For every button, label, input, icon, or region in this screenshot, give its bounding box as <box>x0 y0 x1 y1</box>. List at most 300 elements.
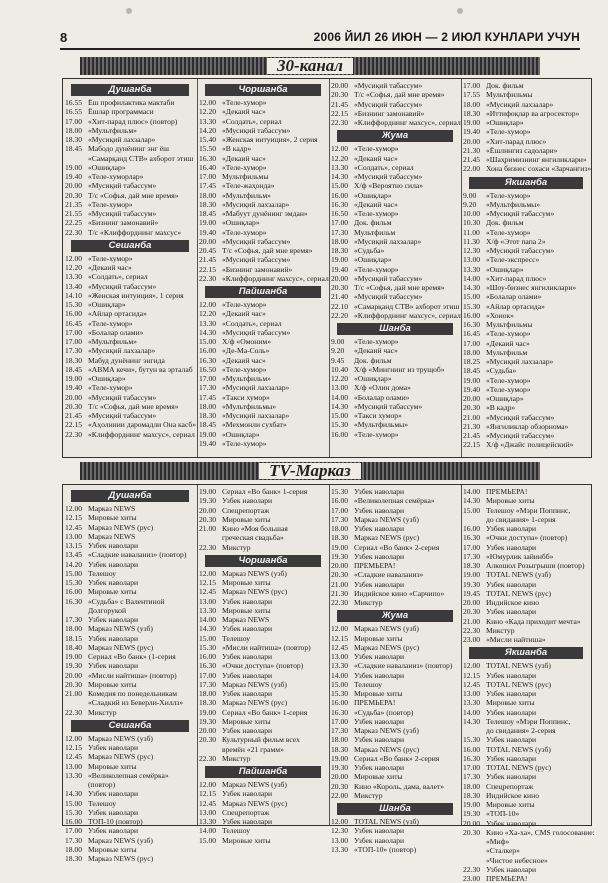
schedule-row <box>331 552 459 561</box>
show-time: 14.30 <box>199 624 217 634</box>
show-title: Марказ NEWS (рус) <box>88 522 154 532</box>
schedule-row <box>331 772 459 781</box>
show-time: 9.20 <box>463 199 477 209</box>
show-title: «Мусиқий табассум» <box>354 81 423 90</box>
markaz-banner <box>80 462 540 480</box>
show-time: 19.30 <box>331 551 349 561</box>
show-title: «Декаий час» <box>354 199 398 209</box>
schedule-row <box>331 265 459 274</box>
show-time: 19.30 <box>463 579 481 589</box>
schedule-row <box>331 302 459 311</box>
schedule-row <box>65 624 195 633</box>
show-time: 14.30 <box>463 283 481 292</box>
show-time: 19.00 <box>331 753 349 763</box>
show-title: Мировые хиты <box>222 716 271 726</box>
show-time: 15.00 <box>331 679 349 689</box>
show-title: «Ошиқлар» <box>222 429 260 439</box>
show-title: Х/ф «Вероятно сила» <box>354 181 424 191</box>
show-title: Узбек наволари <box>354 735 405 745</box>
show-title: Мировые хиты <box>222 835 271 845</box>
show-title: Узбек наволари <box>88 789 139 799</box>
schedule-row <box>331 624 459 633</box>
schedule-row <box>463 782 589 791</box>
schedule-row <box>463 357 589 366</box>
show-title: Марказ NEWS (рус) <box>222 798 288 808</box>
show-title: Мировые хиты <box>222 514 271 524</box>
schedule-row <box>65 181 195 190</box>
schedule-row <box>65 541 195 550</box>
schedule-row <box>65 98 195 107</box>
schedule-row <box>199 836 327 845</box>
show-time: 18.00 <box>463 781 481 791</box>
schedule-row <box>65 209 195 218</box>
show-title: Узбек наволари <box>354 826 405 836</box>
show-title: (повтор) <box>88 780 116 789</box>
show-title: «Шаҳримизнинг янгиликлари» <box>486 155 587 164</box>
schedule-row <box>463 791 589 800</box>
show-title: Узбек наволари <box>486 670 537 680</box>
schedule-row <box>463 137 589 146</box>
schedule-row <box>199 411 327 420</box>
show-title: Марказ NEWS (узб) <box>222 780 287 789</box>
show-title: Док. фильм <box>354 218 392 228</box>
show-time: 17.30 <box>199 383 217 393</box>
schedule-row <box>463 218 589 227</box>
show-time: 16.00 <box>463 744 481 754</box>
schedule-row <box>331 274 459 283</box>
show-title: Культурный фильм всех <box>222 735 300 745</box>
schedule-row <box>199 319 327 328</box>
show-time: 14.00 <box>463 273 481 283</box>
schedule-row <box>65 689 195 698</box>
show-time: 20.30 <box>463 607 481 617</box>
schedule-row <box>199 780 327 789</box>
show-time: 22.30 <box>199 542 217 552</box>
schedule-row <box>331 643 459 652</box>
show-title: Ёш профилактика мактаби <box>88 98 175 107</box>
show-title: Мировые хиты <box>88 844 137 854</box>
show-time: 13.00 <box>65 531 83 541</box>
show-title: «Миф» <box>486 837 510 846</box>
show-title: «Хит-парад плюс» <box>486 273 547 283</box>
schedule-row <box>199 661 327 670</box>
show-time: 11.00 <box>463 227 480 237</box>
show-time: 19.00 <box>65 652 83 661</box>
show-time: 18.45 <box>65 364 83 374</box>
schedule-row <box>65 771 195 780</box>
show-time: 17.30 <box>331 514 349 524</box>
show-title: «Сладкие наваланиз» (повтор) <box>88 550 187 560</box>
show-time: 18.30 <box>65 355 83 365</box>
show-time: 19.00 <box>463 118 481 127</box>
schedule-row <box>331 589 459 598</box>
schedule-row <box>463 717 589 726</box>
schedule-row <box>199 652 327 661</box>
schedule-row <box>331 717 459 726</box>
schedule-row <box>331 698 459 707</box>
show-time: 13.30 <box>65 770 83 780</box>
show-time: 20.30 <box>331 570 349 580</box>
schedule-row <box>65 154 195 163</box>
show-time: 15.30 <box>331 420 349 430</box>
show-title: Узбек наволари <box>354 835 405 845</box>
show-title: Узбек наволари <box>222 652 273 661</box>
schedule-row <box>65 107 195 116</box>
show-time: 16.30 <box>199 153 217 163</box>
show-time: 18.00 <box>65 624 83 634</box>
show-title: «Хит-парад плюс» (повтор) <box>88 116 178 126</box>
show-time: 13.30 <box>199 318 217 328</box>
schedule-row <box>463 827 595 837</box>
schedule-row <box>199 543 327 552</box>
show-time: 16.00 <box>65 817 83 826</box>
show-title: «Бизнинг замонавий» <box>222 264 293 274</box>
schedule-row <box>463 376 589 385</box>
schedule-row <box>331 496 459 505</box>
schedule-row <box>65 743 195 752</box>
schedule-row <box>65 708 195 717</box>
show-title: Узбек наволари <box>354 652 405 661</box>
show-time: 12.30 <box>331 826 349 836</box>
show-title: «Сладкие наваланиз» (повтор) <box>354 661 453 671</box>
schedule-row <box>65 587 195 596</box>
show-title: Док. фильм <box>486 218 524 228</box>
show-title: TOTAL NEWS (узб) <box>354 817 419 826</box>
show-title: «Мусиқий табассум» <box>88 411 157 420</box>
show-title: «Мусиқий лахзалар» <box>222 411 290 420</box>
show-title: Узбек наволари <box>222 670 273 680</box>
schedule-row <box>463 283 589 292</box>
show-time: 22.30 <box>331 598 349 607</box>
schedule-row <box>331 365 459 374</box>
show-time: 13.00 <box>65 761 83 771</box>
show-time: 17.00 <box>463 338 481 348</box>
show-title: Т/с «Софья, дай мне время» <box>88 401 179 411</box>
show-time: 17.30 <box>65 615 83 624</box>
schedule-row <box>463 422 589 431</box>
show-time: 18.30 <box>199 698 217 708</box>
day-heading: Пайшанба <box>205 766 321 778</box>
schedule-row <box>199 717 327 726</box>
show-time: 18.30 <box>331 533 349 543</box>
show-time: 15.00 <box>331 181 349 191</box>
show-title: Марказ NEWS (узб) <box>354 514 419 524</box>
show-time: 13.45 <box>65 550 83 560</box>
schedule-row <box>463 255 589 264</box>
show-time: 14.30 <box>65 789 83 799</box>
schedule-row <box>463 81 589 90</box>
schedule-row <box>199 708 327 717</box>
show-time: 18.00 <box>65 125 83 135</box>
show-title: «Мусиқий лахзалар» <box>486 99 554 109</box>
show-time: 21.00 <box>199 524 217 533</box>
show-title: Узбек наволари <box>354 670 405 680</box>
schedule-row <box>199 255 327 264</box>
show-title: Узбек наволари <box>486 607 537 617</box>
channel30-col-1 <box>65 81 195 455</box>
schedule-row <box>65 780 195 789</box>
schedule-row <box>331 726 459 735</box>
show-title: Узбек наволари <box>222 789 273 799</box>
show-title: Мабодо дунёнинг энг ёш <box>88 144 169 154</box>
show-title: «Теле-хуморлар» <box>88 172 144 181</box>
show-time: 12.20 <box>199 107 217 117</box>
show-time: 9.00 <box>463 190 477 200</box>
schedule-row <box>331 393 459 402</box>
show-title: TOTAL NEWS (узб) <box>486 570 551 580</box>
show-time: 16.00 <box>463 524 481 533</box>
schedule-row <box>463 311 589 320</box>
show-title: «Судьба» с Валентиной <box>88 596 165 606</box>
schedule-row <box>199 107 327 116</box>
show-time: 12.00 <box>65 733 83 743</box>
show-time: 20.00 <box>65 392 83 402</box>
show-title: Ёшлар программаси <box>88 107 154 117</box>
show-time: 16.00 <box>199 346 217 356</box>
show-title: Марказ NEWS (рус) <box>88 752 154 762</box>
markaz-schedule <box>62 484 595 883</box>
show-time: 9.00 <box>331 337 345 346</box>
show-title: «Декаий час» <box>222 309 266 319</box>
schedule-row <box>331 689 459 698</box>
show-title: Узбек наволари <box>222 689 273 698</box>
show-title: Марказ NEWS (рус) <box>88 642 154 652</box>
show-time: 20.45 <box>199 246 217 255</box>
show-time: 12.15 <box>199 789 217 799</box>
show-title: Марказ NEWS (узб) <box>222 679 287 689</box>
schedule-row <box>199 817 327 826</box>
show-title: «Судьба» <box>486 366 517 376</box>
show-title: «Самарқанд СТВ» ахборот этиш <box>88 153 194 163</box>
schedule-row <box>463 155 589 164</box>
schedule-row <box>199 246 327 255</box>
column-divider <box>197 485 198 825</box>
show-title: «Иттифоқлар ва агросектор» <box>486 108 580 118</box>
schedule-row <box>199 606 327 615</box>
schedule-row <box>331 154 459 163</box>
show-title: Марказ NEWS (рус) <box>222 698 288 708</box>
show-time: 12.15 <box>65 513 83 523</box>
show-title: Док. фильм <box>354 355 392 365</box>
show-time: 12.00 <box>199 300 217 309</box>
schedule-row <box>199 496 327 505</box>
show-title: «Теле-хумор» <box>486 190 531 200</box>
show-time: 14.00 <box>463 707 481 717</box>
show-title: «Мусиқий табассум» <box>354 401 423 411</box>
schedule-row <box>199 689 327 698</box>
show-title: «Теле-хумор» <box>354 429 399 439</box>
show-title: «Мусиқий табассум» <box>222 236 291 246</box>
show-title: «Теле-хумор» <box>354 337 399 346</box>
show-title: «Мусиқий табассум» <box>354 292 423 302</box>
schedule-row <box>199 228 327 237</box>
show-title: «Теле-хумор» <box>486 384 531 394</box>
schedule-row <box>463 191 589 200</box>
show-title: Узбек наволари <box>486 864 537 874</box>
show-title: «Хит-парад плюс» <box>486 136 547 146</box>
show-time: 10.40 <box>331 364 349 374</box>
schedule-row <box>65 513 195 522</box>
show-time: 13.00 <box>463 255 481 265</box>
show-title: «Теле-хумор» <box>486 375 531 385</box>
show-title: «Чистое небесное» <box>486 855 548 865</box>
show-time: 22.00 <box>331 790 349 800</box>
show-title: Марказ NEWS <box>222 615 270 624</box>
show-title: «Теле-хумор» <box>486 329 531 339</box>
show-title: Х/ф «Мингнинг из трущоб» <box>354 364 445 374</box>
show-time: 12.00 <box>199 98 217 107</box>
show-time: 15.00 <box>199 337 217 346</box>
show-time: 19.40 <box>331 264 349 274</box>
schedule-row <box>463 209 589 218</box>
show-title: Мировые хиты <box>88 679 137 689</box>
show-title: «Болалар олами» <box>354 392 410 402</box>
show-title: «Теле-хумор» <box>88 199 133 209</box>
schedule-row <box>65 319 195 328</box>
show-time: 15.40 <box>199 135 217 144</box>
show-time: 14.20 <box>199 125 217 135</box>
schedule-row <box>65 328 195 337</box>
show-time: 19.00 <box>199 707 217 717</box>
show-title: Телешоу «Мэри Поппинс, <box>486 716 571 726</box>
show-title: «Мусиқий лахзалар» <box>486 357 554 366</box>
show-title: «Аҳолинии даромадли Она касб» <box>88 420 197 430</box>
show-title: «Ошиқлар» <box>88 374 126 383</box>
show-time: 23.00 <box>463 635 481 644</box>
show-title: Мировые хиты <box>88 513 137 523</box>
show-title: Телешоу <box>88 798 117 808</box>
show-title: «Мультфильмы» <box>222 401 277 411</box>
show-title: греческая свадьба» <box>222 533 284 543</box>
schedule-row <box>331 311 459 320</box>
show-time: 16.40 <box>199 162 217 172</box>
schedule-row <box>65 817 195 826</box>
show-time: 17.00 <box>65 327 83 337</box>
schedule-row <box>65 356 195 365</box>
show-title: Узбек наволари <box>88 559 139 569</box>
schedule-row <box>199 237 327 246</box>
show-title: «Клиффорднинг махсус», сериал <box>354 310 461 320</box>
show-title: Т/с «Софья, дай мне время» <box>222 246 313 255</box>
show-title: «Мусиқий табассум» <box>88 209 157 218</box>
show-time: 12.45 <box>463 679 481 689</box>
show-title: Мировые хиты <box>88 761 137 771</box>
show-time: 16.00 <box>331 429 349 439</box>
show-time: 15.30 <box>463 301 481 311</box>
schedule-row <box>65 560 195 569</box>
show-title: Мировые хиты <box>354 772 403 782</box>
schedule-row <box>199 624 327 633</box>
show-title: «Судьба» <box>354 246 385 255</box>
schedule-row <box>199 126 327 135</box>
show-time: 23.00 <box>463 874 481 883</box>
show-title: Х/ф «Этот папа 2» <box>486 236 546 246</box>
schedule-row <box>65 365 195 374</box>
show-time: 16.30 <box>463 533 481 543</box>
day-heading: Шанба <box>337 803 453 815</box>
show-title: «Теле-хумор» <box>354 144 399 154</box>
show-time: 12.15 <box>65 743 83 752</box>
schedule-row <box>65 597 195 606</box>
show-time: 19.30 <box>331 763 349 772</box>
show-time: 18.15 <box>65 633 83 643</box>
schedule-row <box>463 874 589 883</box>
schedule-row <box>463 708 589 717</box>
schedule-row <box>65 420 195 429</box>
show-time: 20.00 <box>331 561 349 570</box>
show-time: 17.00 <box>331 505 349 515</box>
schedule-row <box>331 430 459 439</box>
show-time: 22.30 <box>65 227 83 237</box>
show-title: «Теле-хумор» <box>486 127 531 137</box>
show-title: Спецрепортаж <box>486 781 534 791</box>
show-time: 21.00 <box>331 579 349 589</box>
schedule-row <box>463 570 589 579</box>
show-time: 16.00 <box>463 310 481 320</box>
show-title: до свидания» 1-серия <box>486 514 556 524</box>
schedule-row <box>65 504 195 513</box>
schedule-row <box>331 255 459 264</box>
schedule-row <box>331 671 459 680</box>
show-time: 17.00 <box>331 218 349 228</box>
show-title: Узбек наволари <box>354 487 405 496</box>
show-title: Узбек наволари <box>88 615 139 624</box>
schedule-row <box>331 228 459 237</box>
schedule-row <box>199 163 327 172</box>
markaz-col-1 <box>65 487 195 863</box>
schedule-row <box>65 671 195 680</box>
show-title: «ТОП-10» <box>486 809 520 819</box>
show-time: 20.30 <box>331 283 349 292</box>
show-time: 15.50 <box>199 144 217 154</box>
show-time: 17.30 <box>331 227 349 237</box>
show-time: 18.30 <box>463 108 481 118</box>
show-title: «Мусиқий табассум» <box>354 273 423 283</box>
show-title: «Ошиқлар» <box>486 118 524 127</box>
show-title: «Мусиқий табассум» <box>88 281 157 291</box>
show-title: ТОП-10 (повтор) <box>88 817 143 826</box>
show-title: «Мусиқий лахзалар» <box>88 135 156 144</box>
show-time: 14.30 <box>331 401 349 411</box>
schedule-row <box>463 865 589 874</box>
show-time: 17.45 <box>199 181 217 191</box>
schedule-row <box>463 524 589 533</box>
show-time: 17.30 <box>65 835 83 845</box>
channel30-schedule <box>62 78 592 458</box>
schedule-row <box>199 218 327 227</box>
show-time: 17.00 <box>463 81 481 90</box>
show-title: «Мусиқий табассум» <box>486 209 555 218</box>
schedule-row <box>331 763 459 772</box>
schedule-row <box>65 643 195 652</box>
header-title: 2006 ЙИЛ 26 ИЮН — 2 ИЮЛ КУНЛАРИ УЧУН <box>313 30 580 44</box>
show-title: Марказ NEWS (узб) <box>354 726 419 735</box>
show-time: 17.30 <box>463 772 481 782</box>
show-time: 12.45 <box>199 798 217 808</box>
show-time: 17.00 <box>463 763 481 772</box>
schedule-row <box>331 782 459 791</box>
show-title: Кино «Када приходит мечта» <box>486 616 581 626</box>
schedule-row <box>331 383 459 392</box>
show-title: «Бизнинг замонавий» <box>88 218 159 228</box>
schedule-row <box>331 524 459 533</box>
schedule-row <box>199 209 327 218</box>
schedule-row <box>199 698 327 707</box>
show-time: 22.30 <box>199 753 217 763</box>
schedule-row <box>199 789 327 798</box>
schedule-row <box>463 413 589 422</box>
show-time: 14.00 <box>463 487 481 496</box>
